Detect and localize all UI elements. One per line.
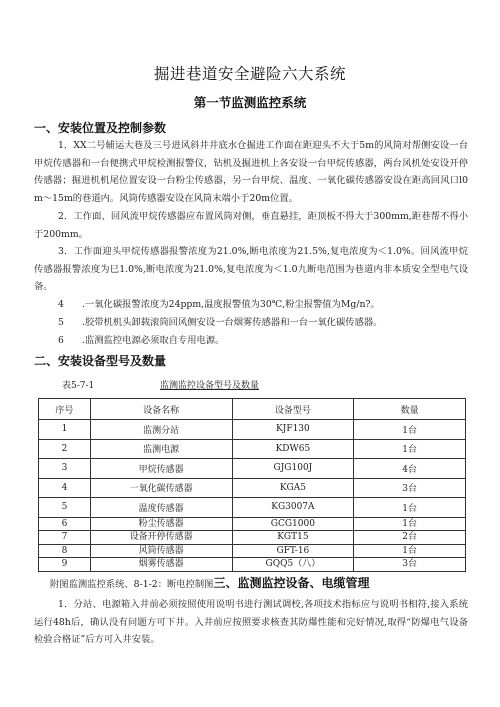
section-heading-3: 三、监测监控设备、电缆管理 bbox=[213, 576, 370, 590]
cell-quantity: 1台 bbox=[354, 517, 466, 531]
figure-note: 附图监测监控系统、8-1-2：断电控制图 bbox=[50, 579, 214, 590]
cell-quantity: 1台 bbox=[354, 544, 466, 558]
list-item-number: 5 bbox=[58, 317, 64, 328]
list-item-text: .胶带机机头卸载滚筒回风侧安设一台烟雾传感器和一台一氧化碳传感器。 bbox=[82, 317, 383, 328]
cell-name: 风筒传感器 bbox=[90, 544, 232, 558]
list-item bbox=[58, 314, 468, 332]
figure-note-line bbox=[50, 574, 370, 591]
section-subtitle: 第一节监测监控系统 bbox=[193, 95, 307, 110]
list-item bbox=[58, 296, 468, 314]
paragraph-1: 1．XX二号辅运大巷及三号进风斜井井底水仓掘进工作面在距迎头不大于5m的风筒对帮侧安设一台甲烷传感器和一台便携式甲烷检测报警仪，钻机及掘进机上各安设一台甲烷传感器，两台风机处安设开停传感器；掘进机机尾位置安设一台粉尘传感器，另一台甲烷、温度、一氧化碳传感器安设在距高回风口l0m～15m的巷道内。风筒传感器安设在风筒末端小于20m位置。 bbox=[34, 140, 468, 204]
equipment-table bbox=[38, 398, 466, 572]
table-row bbox=[39, 498, 466, 518]
cell-name: 烟雾传感器 bbox=[90, 558, 232, 572]
list-item-number: 6 bbox=[58, 335, 64, 346]
table-row bbox=[39, 420, 466, 440]
cell-name: 监测分站 bbox=[90, 420, 232, 440]
cell-index: 4 bbox=[39, 478, 91, 498]
cell-index: 1 bbox=[39, 420, 91, 440]
cell-model: KGA5 bbox=[232, 478, 354, 498]
column-header-model: 设备型号 bbox=[232, 399, 354, 420]
table-number: 表5-7-1 bbox=[62, 381, 95, 391]
cell-model: GQQ5（八） bbox=[232, 558, 354, 572]
column-header-index: 序号 bbox=[39, 399, 91, 420]
paragraph-4: 1．分站、电源箱入井前必须按照使用说明书进行测试调校,各项技术指标应与说明书相符,接入系统运行48h后，确认没有问题方可下井。入井前应按照要求核查其防爆性能和完好情况,取得“防爆电气设备检验合格证”后方可入井安装。 bbox=[34, 599, 468, 646]
cell-name: 温度传感器 bbox=[90, 498, 232, 518]
cell-index: 8 bbox=[39, 544, 91, 558]
table-row bbox=[39, 517, 466, 531]
section-heading-2: 二、安装设备型号及数量 bbox=[34, 354, 167, 368]
cell-name: 粉尘传感器 bbox=[90, 517, 232, 531]
table-row bbox=[39, 531, 466, 545]
list-item-text: .监测监控电源必须取自专用电源。 bbox=[82, 335, 225, 346]
section-heading-1: 一、安装位置及控制参数 bbox=[34, 121, 167, 135]
column-header-quantity: 数量 bbox=[354, 399, 466, 420]
cell-quantity: 1台 bbox=[354, 420, 466, 440]
cell-name: 设备开停传感器 bbox=[90, 531, 232, 545]
cell-model: GFT-16 bbox=[232, 544, 354, 558]
cell-model: GJG100J bbox=[232, 459, 354, 479]
table-row bbox=[39, 544, 466, 558]
cell-model: GCG1000 bbox=[232, 517, 354, 531]
column-header-name: 设备名称 bbox=[90, 399, 232, 420]
cell-quantity: 1台 bbox=[354, 439, 466, 459]
cell-index: 2 bbox=[39, 439, 91, 459]
cell-name: 甲烷传感器 bbox=[90, 459, 232, 479]
cell-name: 监测电源 bbox=[90, 439, 232, 459]
cell-model: KDW65 bbox=[232, 439, 354, 459]
table-row bbox=[39, 478, 466, 498]
cell-index: 7 bbox=[39, 531, 91, 545]
cell-name: 一氧化碳传感器 bbox=[90, 478, 232, 498]
cell-index: 9 bbox=[39, 558, 91, 572]
table-row bbox=[39, 459, 466, 479]
cell-quantity: 3台 bbox=[354, 478, 466, 498]
list-item bbox=[58, 332, 468, 350]
cell-index: 5 bbox=[39, 498, 91, 518]
table-row bbox=[39, 439, 466, 459]
cell-model: KJF130 bbox=[232, 420, 354, 440]
list-item-text: .一氧化碳报警浓度为24ppm,温度报警值为30℃,粉尘报警值为Mg/n?。 bbox=[82, 299, 380, 310]
cell-quantity: 1台 bbox=[354, 498, 466, 518]
cell-quantity: 4台 bbox=[354, 459, 466, 479]
cell-model: KGT15 bbox=[232, 531, 354, 545]
paragraph-3: 3．工作面迎头甲烷传感器报警浓度为21.0%,断电浓度为21.5%,复电浓度为＜1.0%。回风流甲烷传感器报警浓度为巳1.0%,断电浓度为21.0%,复电浓度为＜1.0九断电范围为巷道内非本质安全型电气设备。 bbox=[34, 246, 468, 293]
table-row bbox=[39, 558, 466, 572]
cell-model: KG3007A bbox=[232, 498, 354, 518]
cell-quantity: 3台 bbox=[354, 558, 466, 572]
table-title: 监测监控设备型号及数量 bbox=[160, 381, 260, 391]
cell-index: 3 bbox=[39, 459, 91, 479]
paragraph-2: 2．工作面、回风流甲烷传感器应布置风筒对侧，垂直悬挂，距顶板不得大于300mm,距巷帮不得小于200mm。 bbox=[34, 211, 468, 240]
cell-index: 6 bbox=[39, 517, 91, 531]
document-title: 掘进巷道安全避险六大系统 bbox=[153, 65, 346, 83]
table-header-row bbox=[39, 399, 466, 420]
cell-quantity: 2台 bbox=[354, 531, 466, 545]
list-item-number: 4 bbox=[58, 299, 64, 310]
